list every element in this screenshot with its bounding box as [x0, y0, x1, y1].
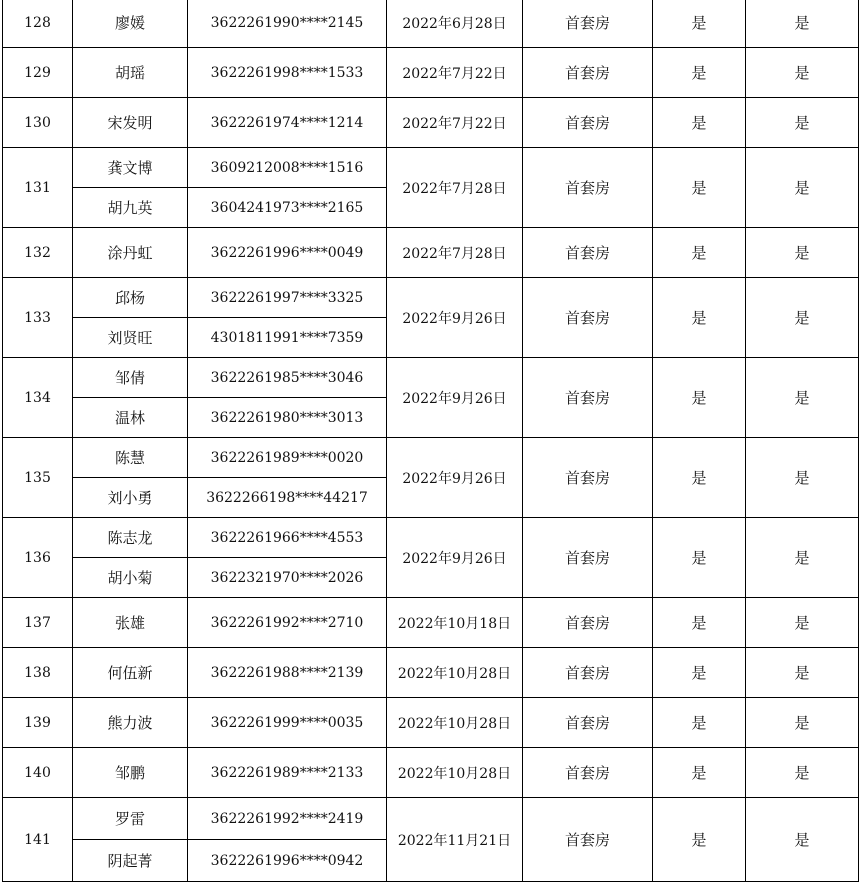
table-body	[3, 0, 859, 882]
check-one: 是	[653, 358, 746, 438]
id-number: 3622261985****3046	[188, 358, 387, 398]
id-number: 3622261980****3013	[188, 398, 387, 438]
check-one: 是	[653, 0, 746, 48]
person-name: 胡九英	[73, 188, 188, 228]
id-number: 3622261989****2133	[188, 748, 387, 798]
person-name: 邹鹏	[73, 748, 188, 798]
check-two: 是	[746, 98, 859, 148]
check-two: 是	[746, 0, 859, 48]
id-number: 4301811991****7359	[188, 318, 387, 358]
check-one: 是	[653, 148, 746, 228]
housing-records-table	[2, 0, 859, 882]
contract-date: 2022年10月28日	[387, 748, 523, 798]
table-row	[3, 148, 859, 188]
check-one: 是	[653, 438, 746, 518]
check-two: 是	[746, 748, 859, 798]
id-number: 3622261988****2139	[188, 648, 387, 698]
id-number: 3609212008****1516	[188, 148, 387, 188]
person-name: 邹倩	[73, 358, 188, 398]
record-number: 138	[3, 648, 73, 698]
id-number: 3622261998****1533	[188, 48, 387, 98]
house-type: 首套房	[523, 648, 653, 698]
id-number: 3622261997****3325	[188, 278, 387, 318]
check-two: 是	[746, 648, 859, 698]
table-row	[3, 48, 859, 98]
table-row	[3, 228, 859, 278]
house-type: 首套房	[523, 228, 653, 278]
record-number: 134	[3, 358, 73, 438]
person-name: 邱杨	[73, 278, 188, 318]
id-number: 3622261999****0035	[188, 698, 387, 748]
check-two: 是	[746, 48, 859, 98]
house-type: 首套房	[523, 598, 653, 648]
id-number: 3622261992****2419	[188, 798, 387, 840]
record-number: 129	[3, 48, 73, 98]
person-name: 胡瑶	[73, 48, 188, 98]
house-type: 首套房	[523, 748, 653, 798]
person-name: 张雄	[73, 598, 188, 648]
house-type: 首套房	[523, 278, 653, 358]
table-row	[3, 0, 859, 48]
record-number: 130	[3, 98, 73, 148]
id-number: 3622261996****0942	[188, 840, 387, 882]
record-number: 140	[3, 748, 73, 798]
check-one: 是	[653, 48, 746, 98]
check-two: 是	[746, 148, 859, 228]
check-one: 是	[653, 648, 746, 698]
record-number: 141	[3, 798, 73, 882]
check-one: 是	[653, 698, 746, 748]
id-number: 3622261996****0049	[188, 228, 387, 278]
house-type: 首套房	[523, 148, 653, 228]
record-number: 135	[3, 438, 73, 518]
table-row	[3, 358, 859, 398]
table-row	[3, 698, 859, 748]
check-two: 是	[746, 698, 859, 748]
record-number: 131	[3, 148, 73, 228]
person-name: 宋发明	[73, 98, 188, 148]
person-name: 温林	[73, 398, 188, 438]
person-name: 罗雷	[73, 798, 188, 840]
id-number: 3622261974****1214	[188, 98, 387, 148]
contract-date: 2022年11月21日	[387, 798, 523, 882]
table-row	[3, 98, 859, 148]
check-one: 是	[653, 278, 746, 358]
contract-date: 2022年7月28日	[387, 228, 523, 278]
person-name: 廖媛	[73, 0, 188, 48]
contract-date: 2022年9月26日	[387, 278, 523, 358]
person-name: 熊力波	[73, 698, 188, 748]
contract-date: 2022年10月28日	[387, 648, 523, 698]
record-number: 128	[3, 0, 73, 48]
house-type: 首套房	[523, 798, 653, 882]
record-number: 136	[3, 518, 73, 598]
check-one: 是	[653, 798, 746, 882]
contract-date: 2022年7月22日	[387, 98, 523, 148]
person-name: 刘小勇	[73, 478, 188, 518]
contract-date: 2022年9月26日	[387, 518, 523, 598]
check-one: 是	[653, 228, 746, 278]
id-number: 3622321970****2026	[188, 558, 387, 598]
id-number: 3622261990****2145	[188, 0, 387, 48]
check-two: 是	[746, 358, 859, 438]
contract-date: 2022年10月18日	[387, 598, 523, 648]
contract-date: 2022年7月22日	[387, 48, 523, 98]
id-number: 3622261966****4553	[188, 518, 387, 558]
house-type: 首套房	[523, 48, 653, 98]
house-type: 首套房	[523, 438, 653, 518]
check-one: 是	[653, 518, 746, 598]
contract-date: 2022年6月28日	[387, 0, 523, 48]
person-name: 胡小菊	[73, 558, 188, 598]
contract-date: 2022年9月26日	[387, 438, 523, 518]
person-name: 龚文博	[73, 148, 188, 188]
check-one: 是	[653, 748, 746, 798]
house-type: 首套房	[523, 0, 653, 48]
table-row	[3, 798, 859, 840]
table-row	[3, 518, 859, 558]
table-row	[3, 598, 859, 648]
record-number: 132	[3, 228, 73, 278]
contract-date: 2022年10月28日	[387, 698, 523, 748]
person-name: 阴起菁	[73, 840, 188, 882]
table-row	[3, 748, 859, 798]
person-name: 陈慧	[73, 438, 188, 478]
check-one: 是	[653, 598, 746, 648]
house-type: 首套房	[523, 98, 653, 148]
person-name: 陈志龙	[73, 518, 188, 558]
record-number: 139	[3, 698, 73, 748]
check-two: 是	[746, 598, 859, 648]
check-two: 是	[746, 798, 859, 882]
table-row	[3, 438, 859, 478]
record-number: 137	[3, 598, 73, 648]
person-name: 刘贤旺	[73, 318, 188, 358]
contract-date: 2022年7月28日	[387, 148, 523, 228]
table-row	[3, 278, 859, 318]
house-type: 首套房	[523, 358, 653, 438]
id-number: 3604241973****2165	[188, 188, 387, 228]
check-one: 是	[653, 98, 746, 148]
house-type: 首套房	[523, 698, 653, 748]
house-type: 首套房	[523, 518, 653, 598]
id-number: 3622261989****0020	[188, 438, 387, 478]
contract-date: 2022年9月26日	[387, 358, 523, 438]
check-two: 是	[746, 228, 859, 278]
table-row	[3, 648, 859, 698]
id-number: 3622261992****2710	[188, 598, 387, 648]
id-number: 3622266198****44217	[188, 478, 387, 518]
check-two: 是	[746, 438, 859, 518]
person-name: 涂丹虹	[73, 228, 188, 278]
check-two: 是	[746, 518, 859, 598]
check-two: 是	[746, 278, 859, 358]
record-number: 133	[3, 278, 73, 358]
person-name: 何伍新	[73, 648, 188, 698]
